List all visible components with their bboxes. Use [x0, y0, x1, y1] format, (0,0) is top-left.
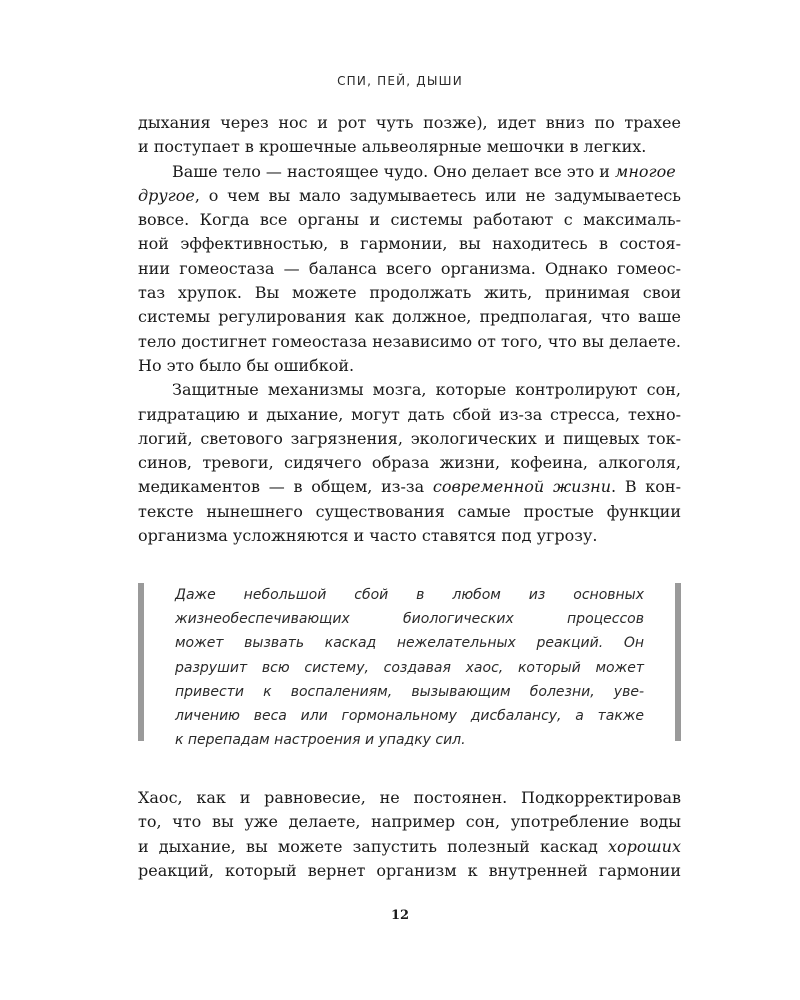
page-number: 12 — [390, 908, 410, 923]
quote-line: к перепадам настроения и упадку сил. — [175, 732, 466, 749]
text-line: синов, тревоги, сидячего образа жизни, кофеина, алкоголя, — [138, 453, 681, 473]
quote-line: разрушит всю систему, создавая хаос, который может — [175, 659, 644, 676]
running-head: СПИ, ПЕЙ, ДЫШИ — [337, 74, 463, 88]
text-line: таз хрупок. Вы можете продолжать жить, принимая свои — [138, 283, 681, 303]
body-text-block-1 — [138, 111, 681, 548]
quote-right-bar — [675, 583, 681, 741]
quote-line: жизнеобеспечивающих биологических процессов — [175, 611, 644, 628]
text-line: реакций, который вернет организм к внутренней гармонии — [138, 860, 681, 880]
quote-line: Даже небольшой сбой в любом из основных — [175, 587, 644, 603]
quote-line: личению веса или гормональному дисбалансу, а также — [175, 707, 644, 724]
text-line: Защитные механизмы мозга, которые контролируют сон, — [172, 380, 681, 400]
italic-emphasis: хороших — [607, 836, 681, 856]
quote-line: может вызвать каскад нежелательных реакций. Он — [175, 635, 644, 652]
text-line: Но это было бы ошибкой. — [138, 355, 355, 375]
text-line: ной эффективностью, в гармонии, вы находитесь в состоя- — [138, 234, 681, 254]
text-line: то, что вы уже делаете, например сон, употребление воды — [138, 812, 681, 832]
text-line: и дыхание, вы можете запустить полезный каскад хороших — [138, 836, 681, 856]
text-line: дыхания через нос и рот чуть позже), идет вниз по трахее — [138, 113, 681, 132]
italic-emphasis: другое — [138, 185, 195, 205]
quote-line: привести к воспалениям, вызывающим болезни, уве- — [175, 683, 644, 700]
body-text-block-2 — [138, 786, 681, 883]
text-line: вовсе. Когда все органы и системы работают с максималь- — [138, 210, 681, 230]
text-line: другое, о чем вы мало задумываетесь или не задумываетесь — [138, 185, 681, 205]
quote-text — [175, 583, 644, 752]
text-line: и поступает в крошечные альвеолярные мешочки в легких. — [138, 137, 647, 157]
text-line: системы регулирования как должное, предполагая, что ваше — [138, 307, 681, 327]
italic-emphasis: многое — [615, 161, 676, 181]
text-line: логий, светового загрязнения, экологических и пищевых ток- — [138, 428, 681, 448]
text-line: гидратацию и дыхание, могут дать сбой из-за стресса, техно- — [138, 404, 681, 424]
text-line: медикаментов — в общем, из-за современной жизни. В кон- — [138, 477, 682, 497]
text-line: организма усложняются и часто ставятся под угрозу. — [138, 526, 598, 546]
text-line: Ваше тело — настоящее чудо. Оно делает все это и многое — [172, 161, 676, 181]
text-line: тексте нынешнего существования самые простые функции — [138, 501, 681, 521]
italic-emphasis: современной жизни — [432, 477, 612, 497]
pull-quote — [138, 583, 681, 749]
text-line: тело достигнет гомеостаза независимо от того, что вы делаете. — [138, 331, 681, 351]
text-line: нии гомеостаза — баланса всего организма. Однако гомеос- — [138, 258, 681, 278]
quote-left-bar — [138, 583, 144, 741]
text-line: Хаос, как и равновесие, не постоянен. Подкорректировав — [138, 788, 681, 807]
